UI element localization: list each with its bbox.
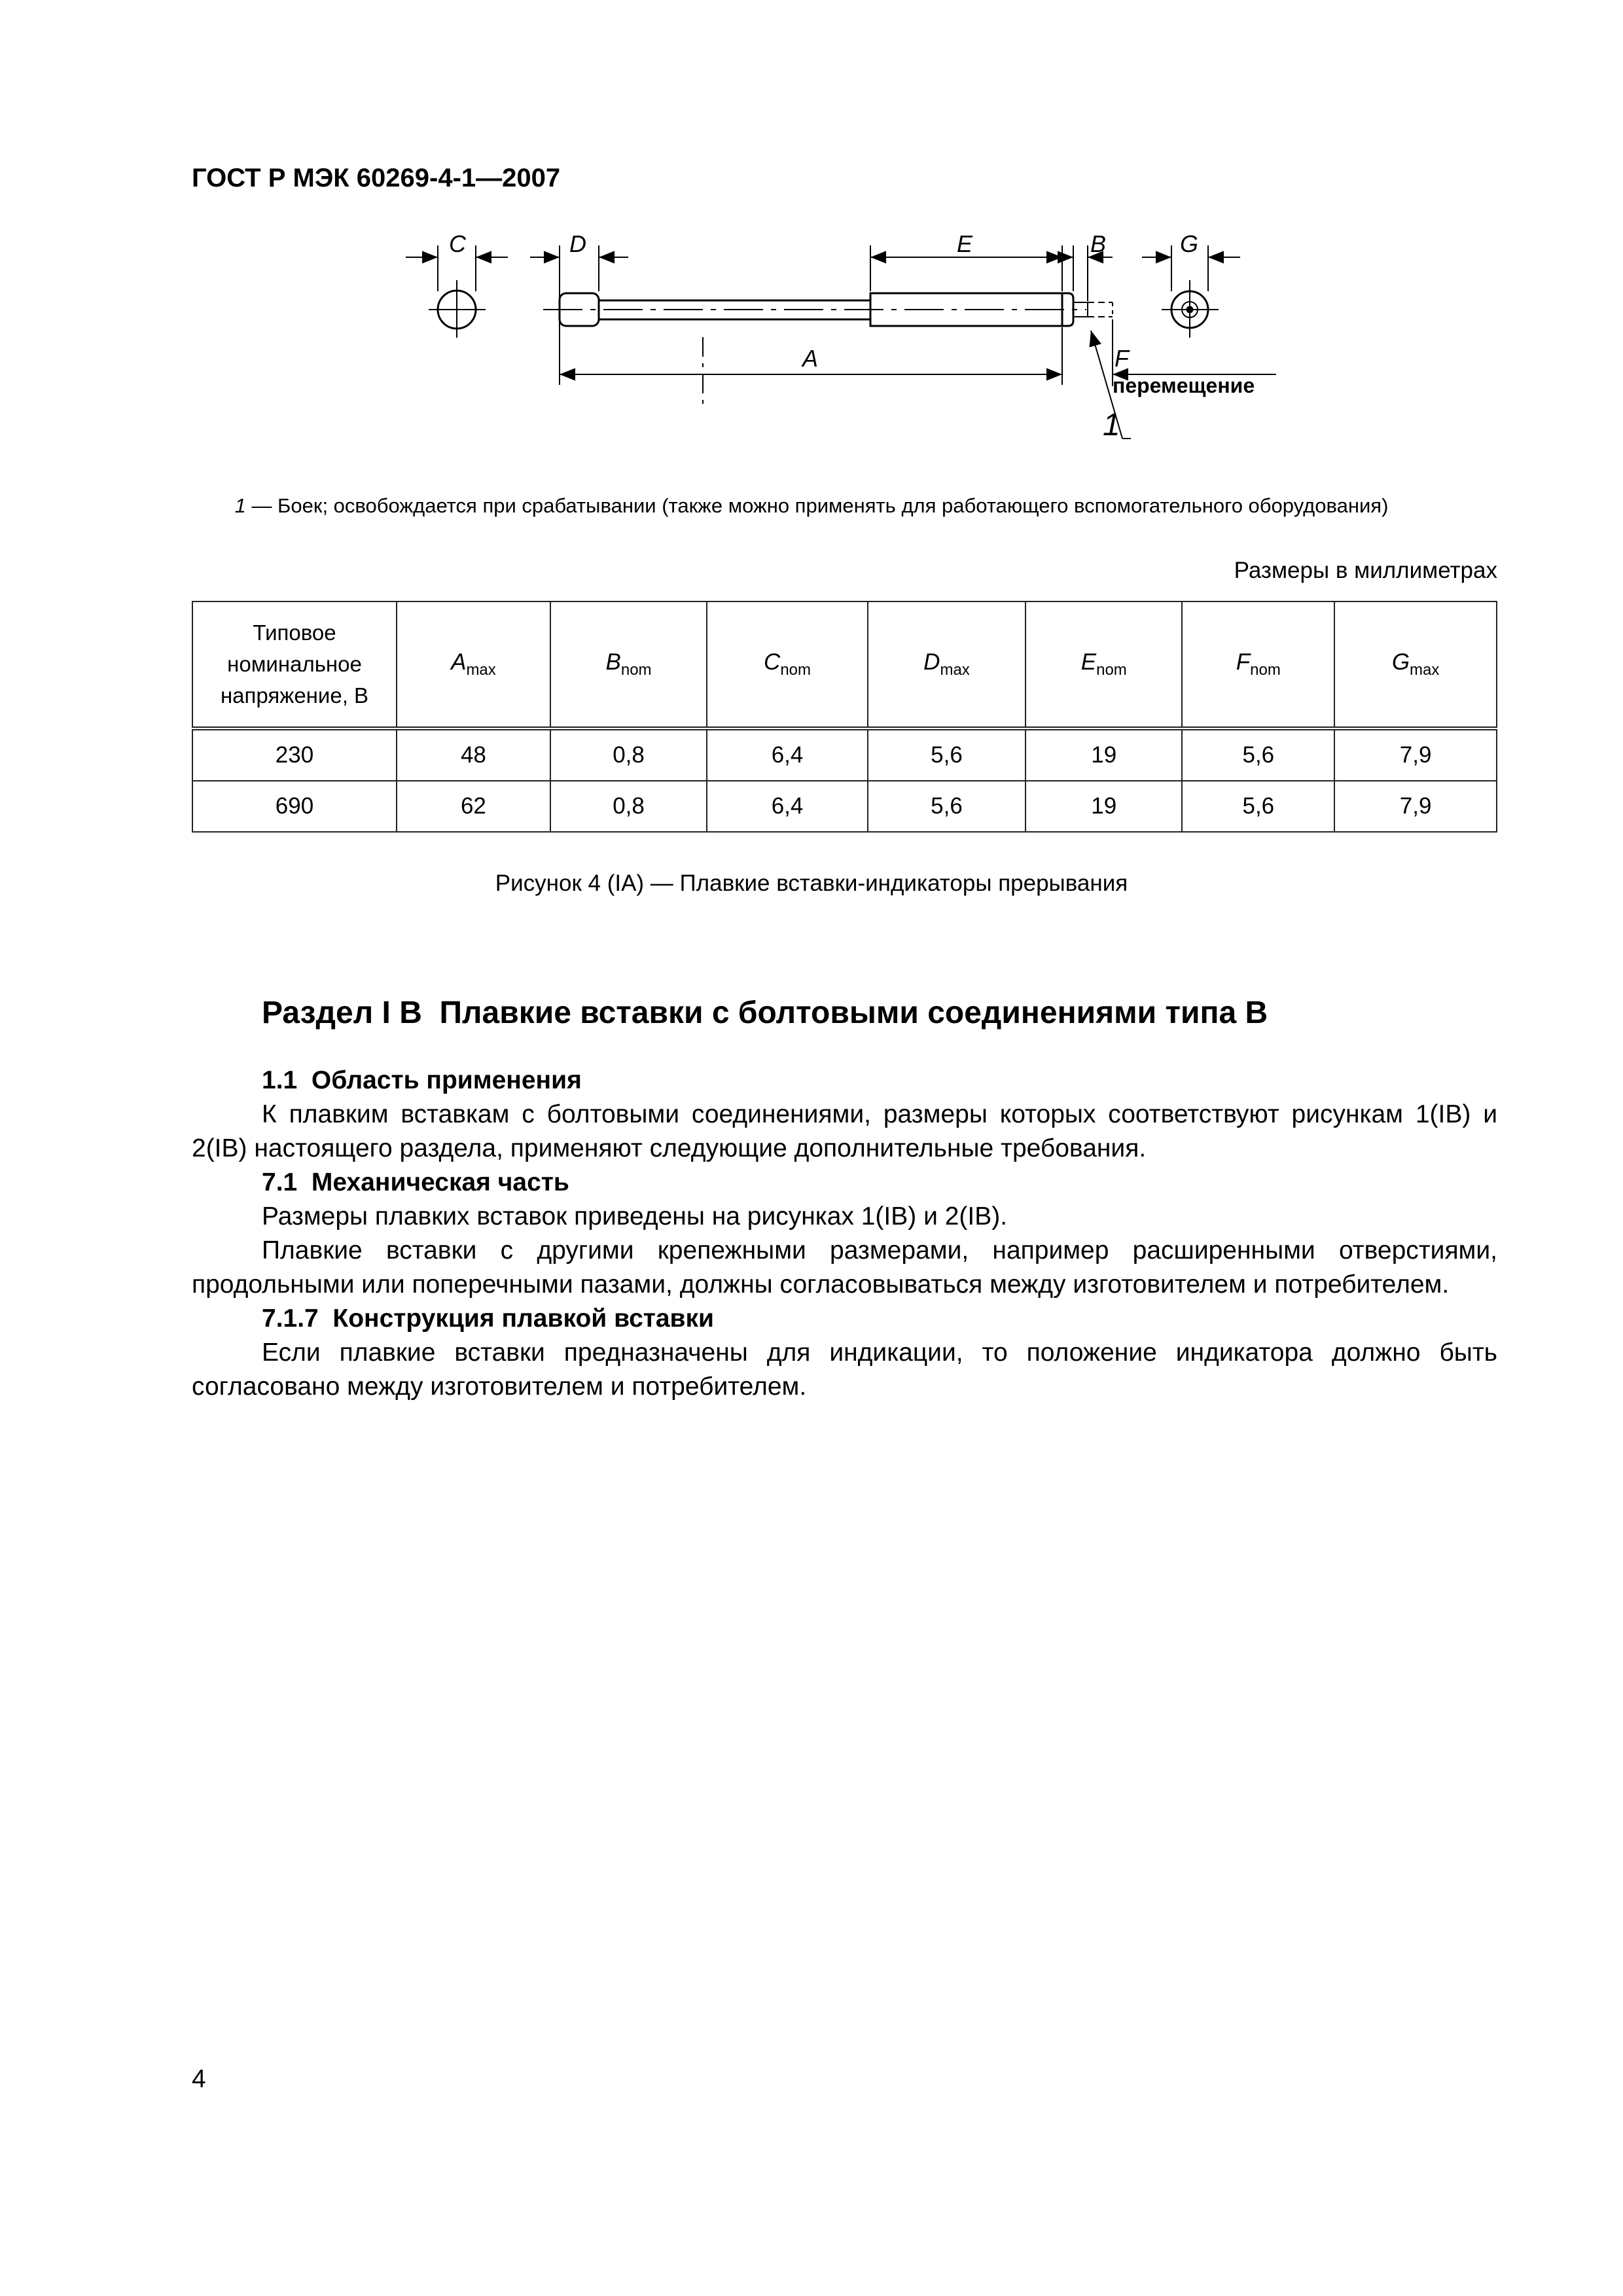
header-dim-f: $F_{nom}$ bbox=[1182, 601, 1334, 728]
table-cell: 6,4 bbox=[707, 728, 868, 781]
label-A: A bbox=[802, 345, 819, 372]
table-body bbox=[192, 728, 1497, 832]
units-note: Размеры в миллиметрах bbox=[1234, 558, 1497, 583]
table-cell: 0,8 bbox=[550, 781, 707, 832]
paragraph-mechanical-2: Плавкие вставки с другими крепежными размерами, например расширенными отверстиями, продольными или поперечными пазами, должны согласовываться между изготовителем и потребителем. bbox=[192, 1236, 1497, 1299]
header-dim-g: $G_{max}$ bbox=[1334, 601, 1497, 728]
table-cell: 0,8 bbox=[550, 728, 707, 781]
label-F: F bbox=[1115, 345, 1129, 372]
legend-text: — Боек; освобождается при срабатывании (также можно применять для работающего вспомогательного оборудования) bbox=[245, 494, 1389, 517]
table-cell: 62 bbox=[397, 781, 550, 832]
table-cell: 5,6 bbox=[1182, 781, 1334, 832]
legend-number: 1 bbox=[234, 494, 246, 517]
label-C: C bbox=[449, 230, 466, 257]
callout-number: 1 bbox=[1103, 408, 1120, 442]
table-cell: 5,6 bbox=[1182, 728, 1334, 781]
section-title: Раздел I B Плавкие вставки с болтовыми соединениями типа B bbox=[262, 996, 1268, 1030]
header-dim-c: $C_{nom}$ bbox=[707, 601, 868, 728]
label-E: E bbox=[957, 230, 973, 257]
page-header: ГОСТ Р МЭК 60269-4-1—2007 bbox=[192, 164, 561, 192]
heading-mechanical: 7.1 Механическая часть bbox=[262, 1168, 569, 1196]
table-cell: 19 bbox=[1026, 781, 1182, 832]
header-dim-a: $A_{max}$ bbox=[397, 601, 550, 728]
label-movement: перемещение bbox=[1113, 374, 1255, 397]
section-body bbox=[192, 1064, 1497, 1404]
heading-scope: 1.1 Область применения bbox=[262, 1066, 582, 1094]
paragraph-mechanical-1: Размеры плавких вставок приведены на рисунках 1(IB) и 2(IB). bbox=[262, 1202, 1008, 1230]
table-row bbox=[192, 728, 1497, 781]
figure-legend bbox=[0, 494, 1623, 518]
label-D: D bbox=[569, 230, 586, 257]
heading-construction: 7.1.7 Конструкция плавкой вставки bbox=[262, 1304, 715, 1333]
table-row bbox=[192, 781, 1497, 832]
table-cell: 19 bbox=[1026, 728, 1182, 781]
table-header-row bbox=[192, 601, 1497, 728]
dimensions-table bbox=[192, 601, 1497, 833]
paragraph-scope: К плавким вставкам с болтовыми соединениями, размеры которых соответствуют рисункам 1(IB) и 2(IB) настоящего раздела, применяют следующие дополнительные требования. bbox=[192, 1100, 1497, 1162]
label-G: G bbox=[1180, 230, 1199, 257]
fuse-drawing bbox=[0, 0, 1623, 497]
label-B: B bbox=[1090, 230, 1107, 257]
table-cell: 48 bbox=[397, 728, 550, 781]
table-cell: 7,9 bbox=[1334, 728, 1497, 781]
header-dim-e: $E_{nom}$ bbox=[1026, 601, 1182, 728]
figure-caption: Рисунок 4 (IA) — Плавкие вставки-индикаторы прерывания bbox=[495, 870, 1128, 896]
table-cell: 230 bbox=[192, 728, 397, 781]
table-cell: 5,6 bbox=[868, 781, 1026, 832]
header-dim-b: $B_{nom}$ bbox=[550, 601, 707, 728]
page-number: 4 bbox=[192, 2065, 206, 2093]
table-cell: 6,4 bbox=[707, 781, 868, 832]
paragraph-construction: Если плавкие вставки предназначены для индикации, то положение индикатора должно быть согласовано между изготовителем и потребителем. bbox=[192, 1338, 1497, 1401]
table-cell: 690 bbox=[192, 781, 397, 832]
table-cell: 5,6 bbox=[868, 728, 1026, 781]
header-voltage: Типовое номинальное напряжение, В bbox=[192, 601, 397, 728]
header-dim-d: $D_{max}$ bbox=[868, 601, 1026, 728]
table-cell: 7,9 bbox=[1334, 781, 1497, 832]
